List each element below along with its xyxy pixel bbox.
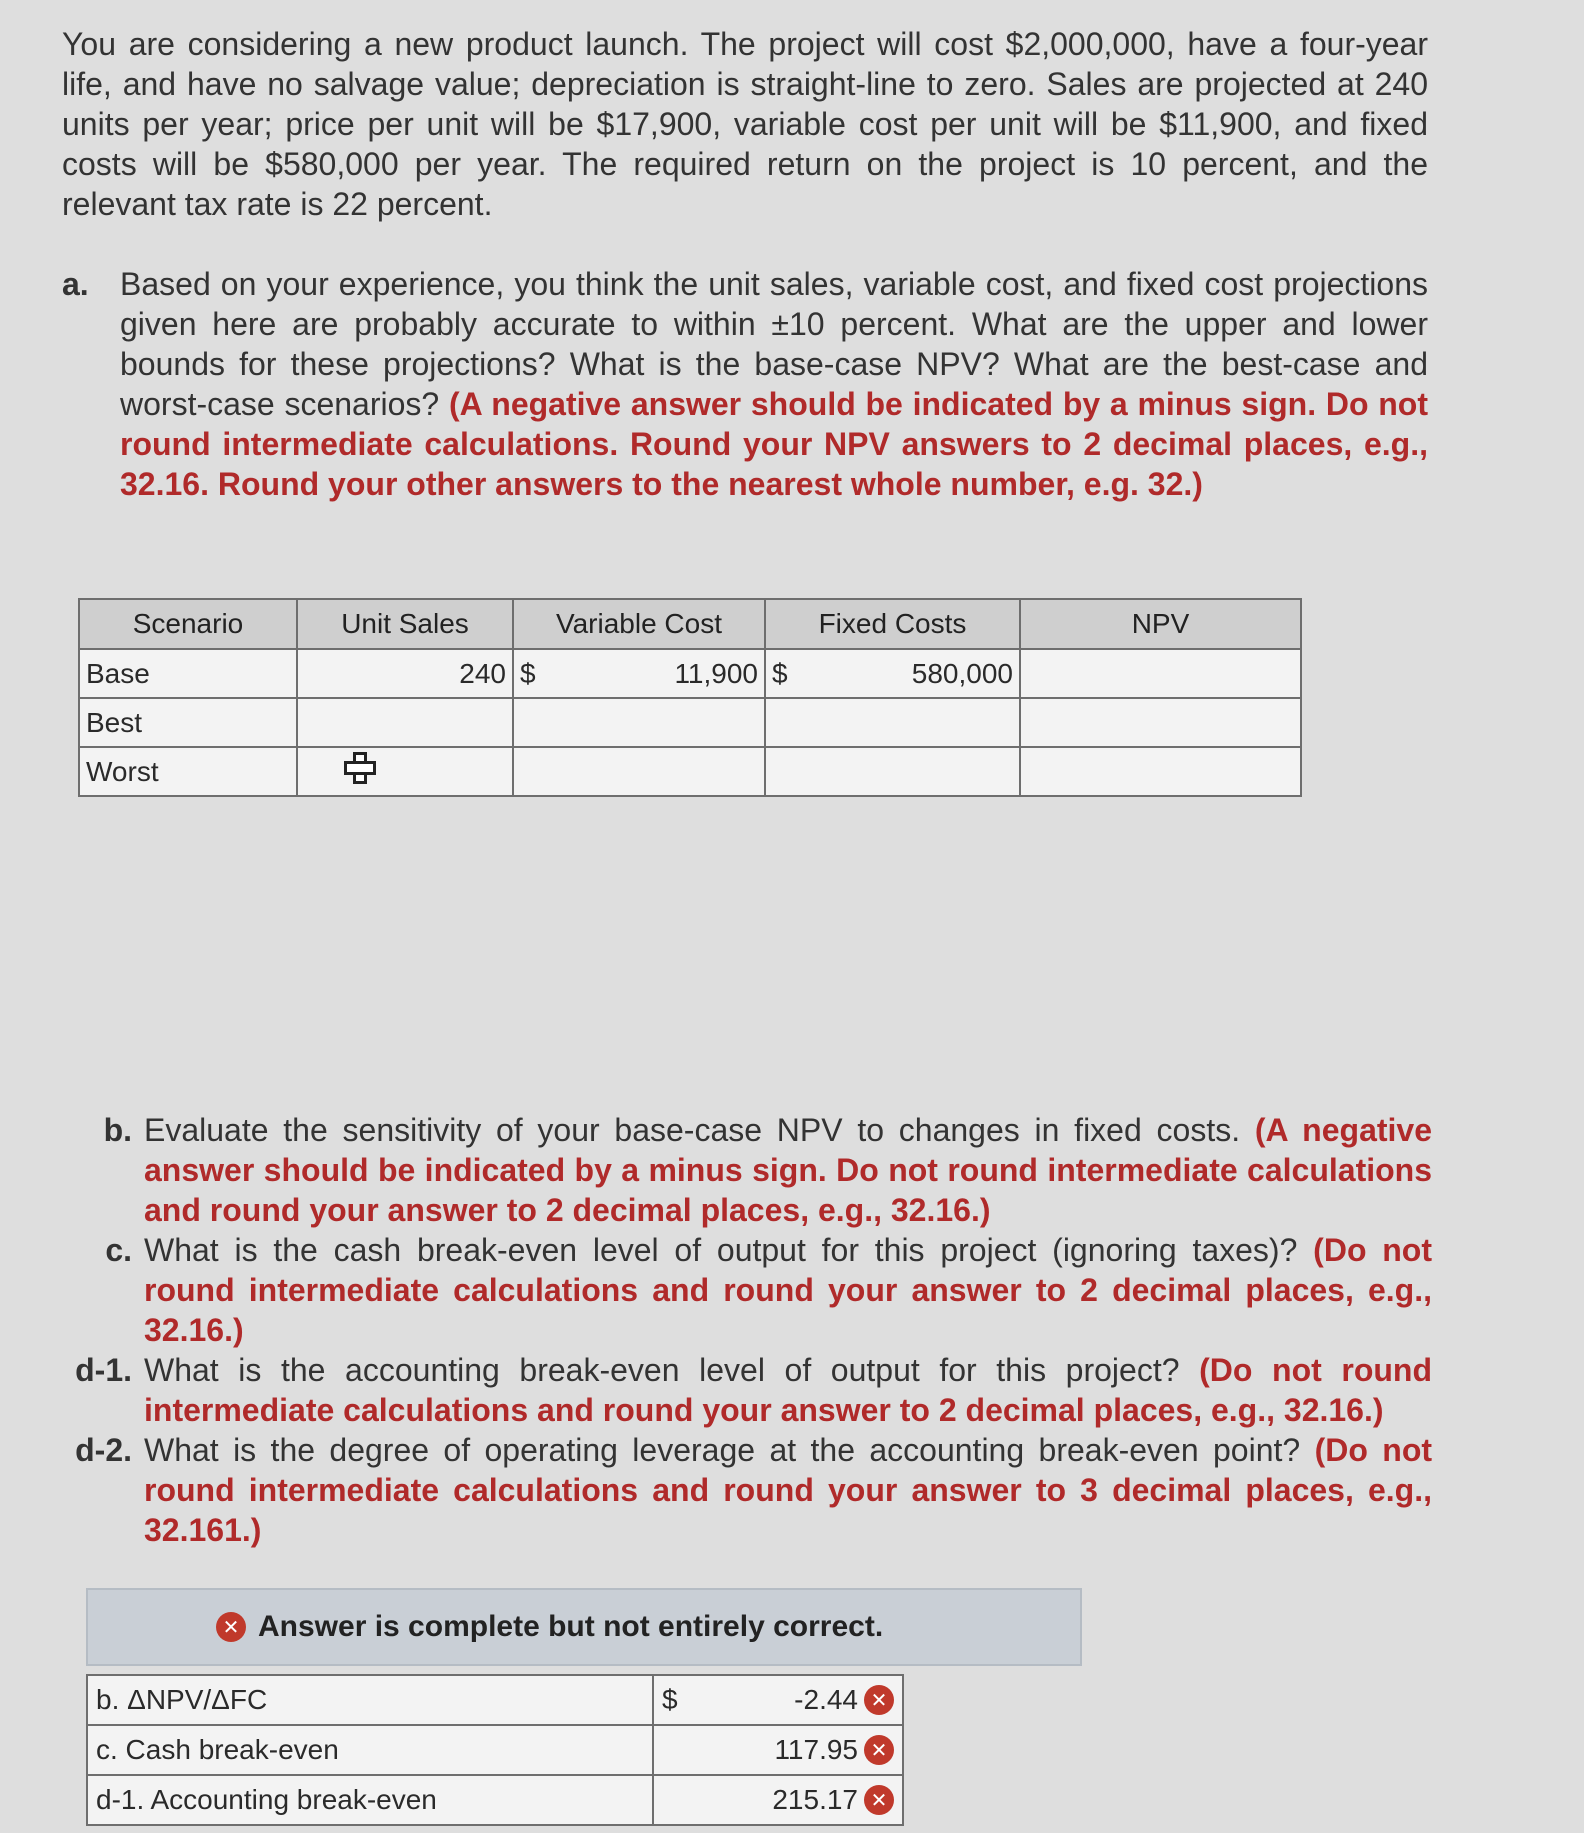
answer-value: 117.95 bbox=[774, 1734, 858, 1765]
problem-statement: You are considering a new product launch. The project will cost $2,000,000, have a four-year life, and have no salvage value; depreciation is straight-line to zero. Sales are projected at 240 units per year; price per unit will be $17,900, variable cost per unit will be $11,900, and fixed costs will be $580,000 per year. The required return on the project is 10 percent, and the relevant tax rate is 22 percent. bbox=[62, 26, 1428, 222]
npv-input[interactable] bbox=[1020, 747, 1301, 796]
crosshair-cursor-icon bbox=[344, 752, 376, 784]
question-text: What is the degree of operating leverage at the accounting break-even point? bbox=[144, 1432, 1301, 1468]
answer-value: 215.17 bbox=[772, 1784, 858, 1815]
question-a-body bbox=[120, 264, 1428, 504]
answer-input[interactable] bbox=[653, 1675, 903, 1725]
scenario-table bbox=[78, 598, 1302, 797]
scenario-name: Best bbox=[79, 698, 297, 747]
currency-symbol: $ bbox=[520, 657, 536, 689]
scenario-row-worst bbox=[79, 747, 1301, 796]
variable-cost-input[interactable] bbox=[513, 649, 765, 698]
incorrect-icon: ✕ bbox=[864, 1735, 894, 1765]
question-d1 bbox=[72, 1350, 1432, 1430]
fixed-costs-input[interactable] bbox=[765, 747, 1020, 796]
question-instruction: (Do not round intermediate calculations and round your answer to 3 decimal places, e.g., 32.161.) bbox=[144, 1432, 1433, 1548]
variable-cost-input[interactable] bbox=[513, 698, 765, 747]
header-npv: NPV bbox=[1020, 599, 1301, 649]
variable-cost-input[interactable] bbox=[513, 747, 765, 796]
question-body bbox=[144, 1230, 1432, 1350]
question-a bbox=[62, 264, 1428, 504]
answer-table bbox=[86, 1674, 904, 1826]
answer-value: -2.44 bbox=[794, 1684, 858, 1715]
scenario-table-header bbox=[79, 599, 1301, 649]
question-b bbox=[72, 1110, 1432, 1230]
question-text: Evaluate the sensitivity of your base-case NPV to changes in fixed costs. bbox=[144, 1112, 1241, 1148]
question-instruction: (A negative answer should be indicated by a minus sign. Do not round intermediate calculations and round your answer to 2 decimal places, e.g., 32.16.) bbox=[144, 1112, 1432, 1228]
npv-input[interactable] bbox=[1020, 698, 1301, 747]
header-unit-sales: Unit Sales bbox=[297, 599, 513, 649]
unit-sales-input[interactable] bbox=[297, 698, 513, 747]
incorrect-icon: ✕ bbox=[864, 1685, 894, 1715]
fixed-costs-value: 580,000 bbox=[911, 657, 1013, 689]
unit-sales-input[interactable] bbox=[297, 747, 513, 796]
question-a-text: Based on your experience, you think the unit sales, variable cost, and fixed cost projections given here are probably accurate to within ±10 percent. What are the upper and lower bounds for these projections? What is the base-case NPV? What are the best-case and worst-case scenarios? bbox=[120, 266, 1428, 422]
x-circle-icon: ✕ bbox=[216, 1612, 246, 1642]
question-list bbox=[72, 1110, 1432, 1550]
question-body bbox=[144, 1350, 1432, 1430]
answer-label: c. Cash break-even bbox=[87, 1725, 653, 1775]
question-label: d-1. bbox=[75, 1352, 132, 1388]
answer-row bbox=[87, 1725, 903, 1775]
question-label: b. bbox=[103, 1112, 132, 1148]
scenario-name: Worst bbox=[79, 747, 297, 796]
question-d2 bbox=[72, 1430, 1432, 1550]
question-text: What is the accounting break-even level of output for this project? bbox=[144, 1352, 1180, 1388]
variable-cost-value: 11,900 bbox=[674, 657, 758, 689]
question-body bbox=[144, 1430, 1432, 1550]
question-instruction: (Do not round intermediate calculations and round your answer to 2 decimal places, e.g., 32.16.) bbox=[144, 1352, 1433, 1428]
fixed-costs-input[interactable] bbox=[765, 698, 1020, 747]
answer-label: b. ΔNPV/ΔFC bbox=[87, 1675, 653, 1725]
npv-input[interactable] bbox=[1020, 649, 1301, 698]
answer-input[interactable] bbox=[653, 1775, 903, 1825]
question-label: c. bbox=[105, 1232, 132, 1268]
question-instruction: (Do not round intermediate calculations and round your answer to 2 decimal places, e.g., 32.16.) bbox=[144, 1232, 1433, 1348]
answer-row bbox=[87, 1775, 903, 1825]
incorrect-icon: ✕ bbox=[864, 1785, 894, 1815]
answer-label: d-1. Accounting break-even bbox=[87, 1775, 653, 1825]
currency-symbol: $ bbox=[662, 1684, 678, 1715]
question-label: d-2. bbox=[75, 1432, 132, 1468]
header-variable-cost: Variable Cost bbox=[513, 599, 765, 649]
scenario-row-base bbox=[79, 649, 1301, 698]
feedback-banner bbox=[86, 1588, 1082, 1666]
header-scenario: Scenario bbox=[79, 599, 297, 649]
question-a-label: a. bbox=[62, 266, 89, 302]
header-fixed-costs: Fixed Costs bbox=[765, 599, 1020, 649]
fixed-costs-input[interactable] bbox=[765, 649, 1020, 698]
question-text: What is the cash break-even level of output for this project (ignoring taxes)? bbox=[144, 1232, 1298, 1268]
currency-symbol: $ bbox=[772, 657, 788, 689]
answer-input[interactable] bbox=[653, 1725, 903, 1775]
scenario-row-best bbox=[79, 698, 1301, 747]
unit-sales-input[interactable]: 240 bbox=[297, 649, 513, 698]
question-a-instruction: (A negative answer should be indicated by a minus sign. Do not round intermediate calculations. Round your NPV answers to 2 decimal places, e.g., 32.16. Round your other answers to the nearest whole number, e.g. 32.) bbox=[120, 386, 1429, 502]
feedback-message: Answer is complete but not entirely correct. bbox=[258, 1610, 884, 1643]
scenario-name: Base bbox=[79, 649, 297, 698]
question-body bbox=[144, 1110, 1432, 1230]
answer-row bbox=[87, 1675, 903, 1725]
question-c bbox=[72, 1230, 1432, 1350]
